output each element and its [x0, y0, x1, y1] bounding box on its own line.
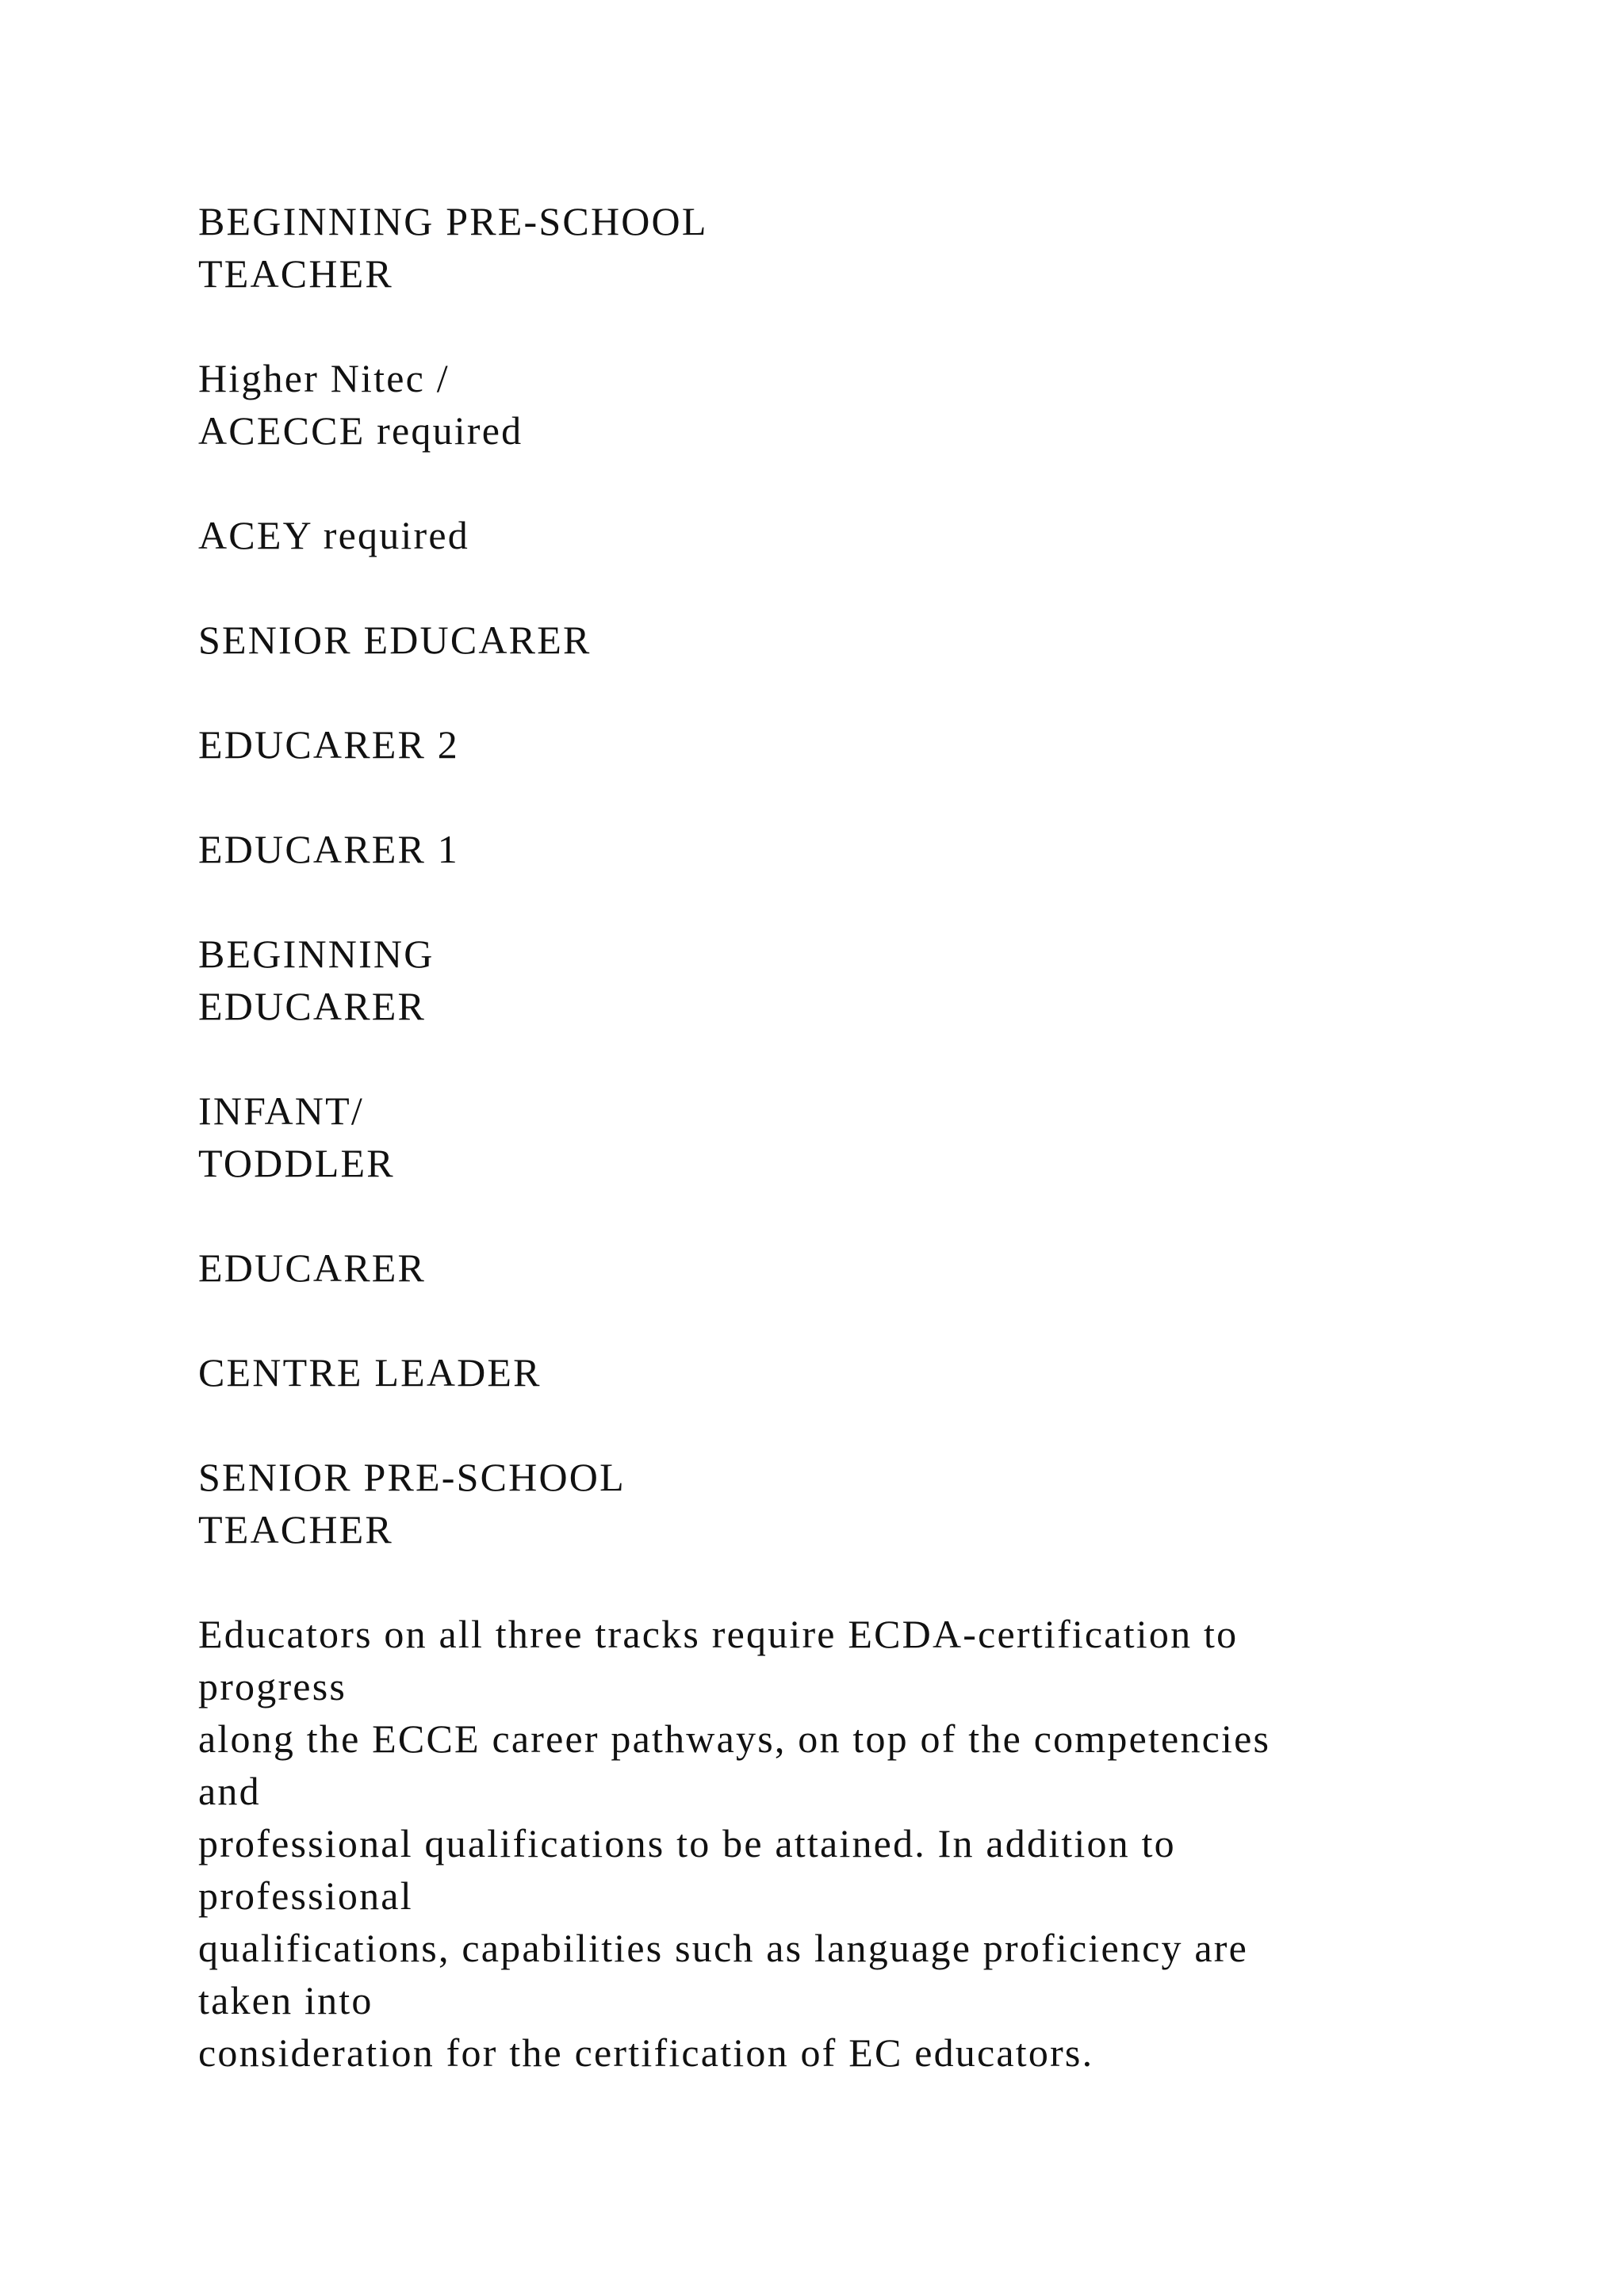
heading-educarer-1: [198, 823, 1483, 875]
text-line: BEGINNING: [198, 932, 435, 976]
text-line: EDUCARER: [198, 1246, 427, 1290]
text-line: Higher Nitec /: [198, 356, 450, 400]
text-line: CENTRE LEADER: [198, 1350, 542, 1395]
heading-educarer-2: [198, 718, 1483, 771]
text-line: EDUCARER 2: [198, 722, 459, 767]
heading-educarer: [198, 1242, 1483, 1294]
text-line: and: [198, 1769, 261, 1813]
text-line: TODDLER: [198, 1141, 395, 1185]
paragraph-certification: [198, 1608, 1483, 2079]
heading-senior-educarer: [198, 614, 1483, 666]
text-line: professional: [198, 1873, 413, 1918]
text-line: TEACHER: [198, 1507, 393, 1552]
text-line: TEACHER: [198, 251, 393, 296]
text-line: professional qualifications to be attained. In addition to: [198, 1821, 1176, 1866]
document-body: [198, 195, 1483, 2131]
text-line: ACECCE required: [198, 408, 523, 453]
requirement-higher-nitec: [198, 352, 1483, 457]
text-line: EDUCARER 1: [198, 827, 459, 871]
text-line: qualifications, capabilities such as language proficiency are: [198, 1926, 1248, 1970]
text-line: BEGINNING PRE-SCHOOL: [198, 199, 708, 243]
text-line: consideration for the certification of EC educators.: [198, 2030, 1094, 2075]
text-line: ACEY required: [198, 513, 469, 557]
heading-beginning-educarer: [198, 928, 1483, 1032]
heading-senior-pre-school-teacher: [198, 1451, 1483, 1556]
text-line: SENIOR EDUCARER: [198, 618, 592, 662]
text-line: SENIOR PRE-SCHOOL: [198, 1455, 626, 1499]
heading-infant-toddler: [198, 1085, 1483, 1189]
text-line: progress: [198, 1664, 347, 1709]
text-line: along the ECCE career pathways, on top of the competencies: [198, 1716, 1271, 1761]
text-line: EDUCARER: [198, 984, 427, 1028]
requirement-acey: [198, 509, 1483, 561]
text-line: taken into: [198, 1978, 373, 2022]
text-line: INFANT/: [198, 1089, 364, 1133]
heading-beginning-pre-school-teacher: [198, 195, 1483, 300]
text-line: Educators on all three tracks require ECDA-certification to: [198, 1612, 1239, 1656]
heading-centre-leader: [198, 1346, 1483, 1399]
